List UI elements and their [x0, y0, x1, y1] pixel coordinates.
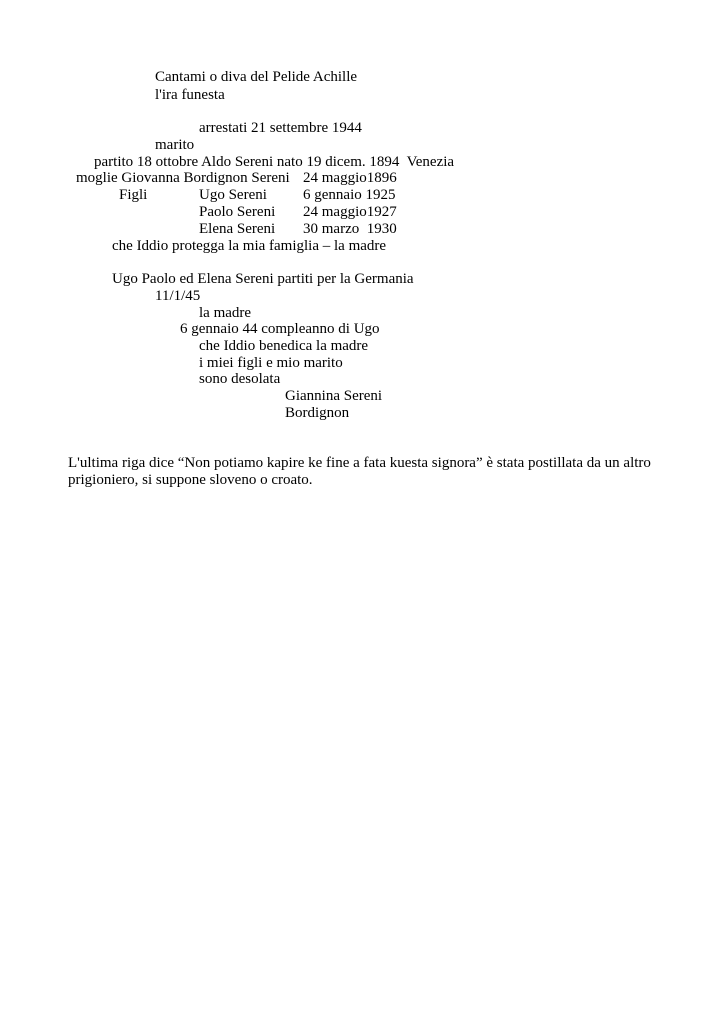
signature-line-2: Bordignon [285, 405, 350, 421]
husband-label: marito [155, 137, 195, 153]
child-date-elena: 30 marzo 1930 [303, 221, 397, 237]
birthday-line-3: i miei figli e mio marito [199, 355, 343, 371]
signature-line-1: Giannina Sereni [285, 388, 383, 404]
wife-name: moglie Giovanna Bordignon Sereni [76, 170, 290, 186]
verse-line-1: Cantami o diva del Pelide Achille [155, 69, 358, 85]
child-name-paolo: Paolo Sereni [199, 204, 276, 220]
editor-note: L'ultima riga dice “Non potiamo kapire ke fine a fata kuesta signora” è stata postillata da un altro prigioniero, si suppone sloveno o croato. [68, 455, 651, 488]
arrest-date-line: arrestati 21 settembre 1944 [199, 120, 362, 136]
birthday-line-1: 6 gennaio 44 compleanno di Ugo [180, 321, 380, 337]
child-date-paolo: 24 maggio1927 [303, 204, 397, 220]
departure-date: 11/1/45 [155, 288, 201, 304]
departure-line: Ugo Paolo ed Elena Sereni partiti per la Germania [112, 271, 414, 287]
child-date-ugo: 6 gennaio 1925 [303, 187, 396, 203]
child-name-ugo: Ugo Sereni [199, 187, 267, 203]
children-label: Figli [119, 187, 148, 203]
birthday-line-4: sono desolata [199, 371, 281, 387]
wife-date: 24 maggio1896 [303, 170, 397, 186]
birthday-line-2: che Iddio benedica la madre [199, 338, 369, 354]
child-name-elena: Elena Sereni [199, 221, 276, 237]
departure-signoff: la madre [199, 305, 252, 321]
prayer-line: che Iddio protegga la mia famiglia – la madre [112, 238, 387, 254]
verse-line-2: l'ira funesta [155, 87, 225, 103]
husband-line: partito 18 ottobre Aldo Sereni nato 19 dicem. 1894 Venezia [94, 154, 455, 170]
